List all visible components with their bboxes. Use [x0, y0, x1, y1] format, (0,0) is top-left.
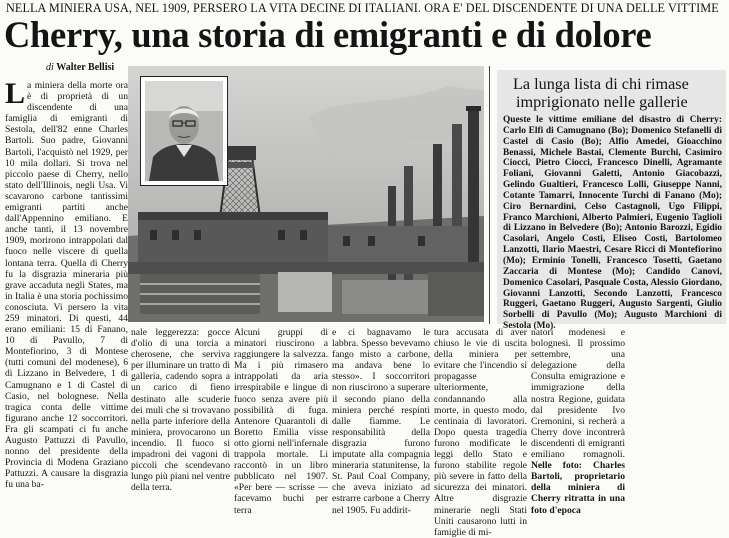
byline — [46, 62, 114, 73]
article-column-4: e ci bagnavamo le labbra. Spesso bevevamo fango misto a carbone, ma andava bene lo stesso». I soccorritori non riuscirono a superare il secondo piano della miniera perché respinti dalle fiamme. Le responsabilità della disgrazia furono imputate alla compagnia mineraria statunitense, la St. Paul Coal Company, che aveva iniziato ad estrarre carbone a Cherry nel 1905. Fu addirit- — [332, 327, 430, 516]
drop-cap: L — [5, 77, 26, 110]
portrait-photo-charles-bartoli — [140, 76, 228, 186]
byline-prefix: di — [46, 62, 54, 73]
byline-author: Walter Bellisi — [56, 62, 115, 73]
article-column-1-text: a miniera della morte ora è di proprietà di un discendente di una famiglia di emigranti di Sestola, dell'82 enne Charles Bartoli. Suo padre, Giovanni Bartoli, l'acquistò nel 1929, per 10 mila dollari. Si trova nel piccolo paese di Cherry, nello stato dell'Illinois, negli Usa. Vi scavarono carbone tantissimi emigranti partiti anche dall'Appennino emiliano. E anche tanti, il 13 novembre 1909, morirono intrappolati dal fuoco nelle viscere di quella lontana terra. Quella di Cherry fu la disgrazia mineraria più grave accaduta negli States, ma in Italia è una storia pochissimo conosciuta. Vi persero la vita 259 minatori. Di questi, 44 erano emiliani: 15 di Fanano, 10 di Pavullo, 7 di Montefiorino, 3 di Montese (tutti comuni del modenese), 6 di Lizzano in Belvedere, 1 di Camugnano e 1 di Castel di Casio, nel bolognese. Nella tragica conta delle vittime figurano anche 12 soccorritori. Fra gli scampati ci fu anche Augusto Pattuzzi di Pavullo, nonno del presidente della Provincia di Modena Graziano Pattuzzi. A causare la disgrazia fu una ba- — [5, 80, 128, 491]
article-column-3: Alcuni gruppi di minatori riuscirono a raggiungere la salvezza. Ma i più rimasero intrappolati da aria irrespirabile e lingue di fuoco senza avere più possibilità di fuga. Antenore Quarantoli di Boretto Emilia visse otto giorni nell'infernale trappola mortale. Li raccontò in un libro pubblicato nel 1907. «Per bere — scrisse — facevamo buchi per terra — [234, 327, 328, 516]
headline: Cherry, una storia di emigranti e di dolore — [4, 14, 652, 55]
sidebar-victims-box — [497, 70, 726, 332]
sidebar-title-line-1: La lunga lista di chi rimase — [513, 75, 689, 93]
article-column-6 — [531, 327, 625, 516]
article-column-5: tura accusata di aver chiuso le vie di uscita della miniera per evitare che l'incendio si propagasse ulteriormente, condannando alla morte, in questo modo, centinaia di lavoratori. Dopo questa tragedia furono modificate le leggi dello Stato e furono stabilite regole più severe in fatto della sicurezza dei minatori. Altre disgrazie minerarie negli Stati Uniti causarono lutti in famiglie di mi- — [434, 327, 527, 538]
sidebar-title — [513, 75, 720, 111]
victims-list: Queste le vittime emiliane del disastro di Cherry: Carlo Elfi di Camugnano (Bo); Domenico Stefanelli di Castel di Casio (Bo); Alfio Amedei, Gioacchino Benassi, Michele Bastai, Clemente Burchi, Casimiro Ciocci, Pietro Ciocci, Francesco Dinelli, Agramante Foliani, Giovanni Galetti, Antonio Giacobazzi, Gelindo Gualtieri, Francesco Lolli, Giuseppe Nanni, Cotante Tamarri, Innocente Turchi di Fanano (Mo); Ciro Bernardini, Celso Castagnoli, Ugo Filippi, Franco Marchioni, Alberto Palmieri, Eugenio Taglioli di Lizzano in Belvedere (Bo); Antonio Barozzi, Egidio Casolari, Angelo Costi, Eliseo Costi, Bartolomeo Lanzotti, Ilario Maestri, Cesare Ricci di Montefiorino (Mo); Erminio Tonelli, Francesco Tosetti, Gaetano Zaccaria di Montese (Mo); Candido Canovi, Domenico Casolari, Pasquale Costa, Alessio Giordano, Giovanni Lanzotti, Secondo Lanzotti, Francesco Ruggeri, Gaetano Ruggeri, Augusto Sargenti, Giulio Sorbelli di Pavullo (Mo); Augusto Marchioni di Sestola (Mo). — [503, 115, 722, 332]
article-column-6-text: natori modenesi e bolognesi. Il prossimo settembre, una delegazione della Consulta emigrazione e immigrazione della nostra Regione, guidata dal presidente Ivo Cremonini, si recherà a Cherry dove incontrerà discendenti di emigranti emiliano romagnoli. — [531, 327, 625, 461]
article-column-1 — [5, 77, 128, 491]
column-divider — [489, 66, 490, 324]
portrait-image — [145, 81, 223, 181]
photo-caption: Nelle foto: Charles Bartoli, proprietario della miniera di Cherry ritratta in una foto d'epoca — [531, 460, 625, 516]
kicker: NELLA MINIERA USA, NEL 1909, PERSERO LA VITA DECINE DI ITALIANI. ORA E' DEL DISCENDENTE DI UNA DELLE VITTIME — [6, 1, 719, 15]
sidebar-title-line-2: imprigionato nelle gallerie — [516, 93, 688, 111]
article-column-2: nale leggerezza: gocce d'olio di una torcia a cherosene, che serviva per illuminare un tratto di galleria, cadendo sopra a un carico di fieno destinato alle scuderie dei muli che si trovavano nella parte inferiore della miniera, provocarono un incendio. Il fuoco si impadronì dei vagoni di piccoli che scendevano lungo più piani nel ventre della terra. — [131, 327, 230, 494]
